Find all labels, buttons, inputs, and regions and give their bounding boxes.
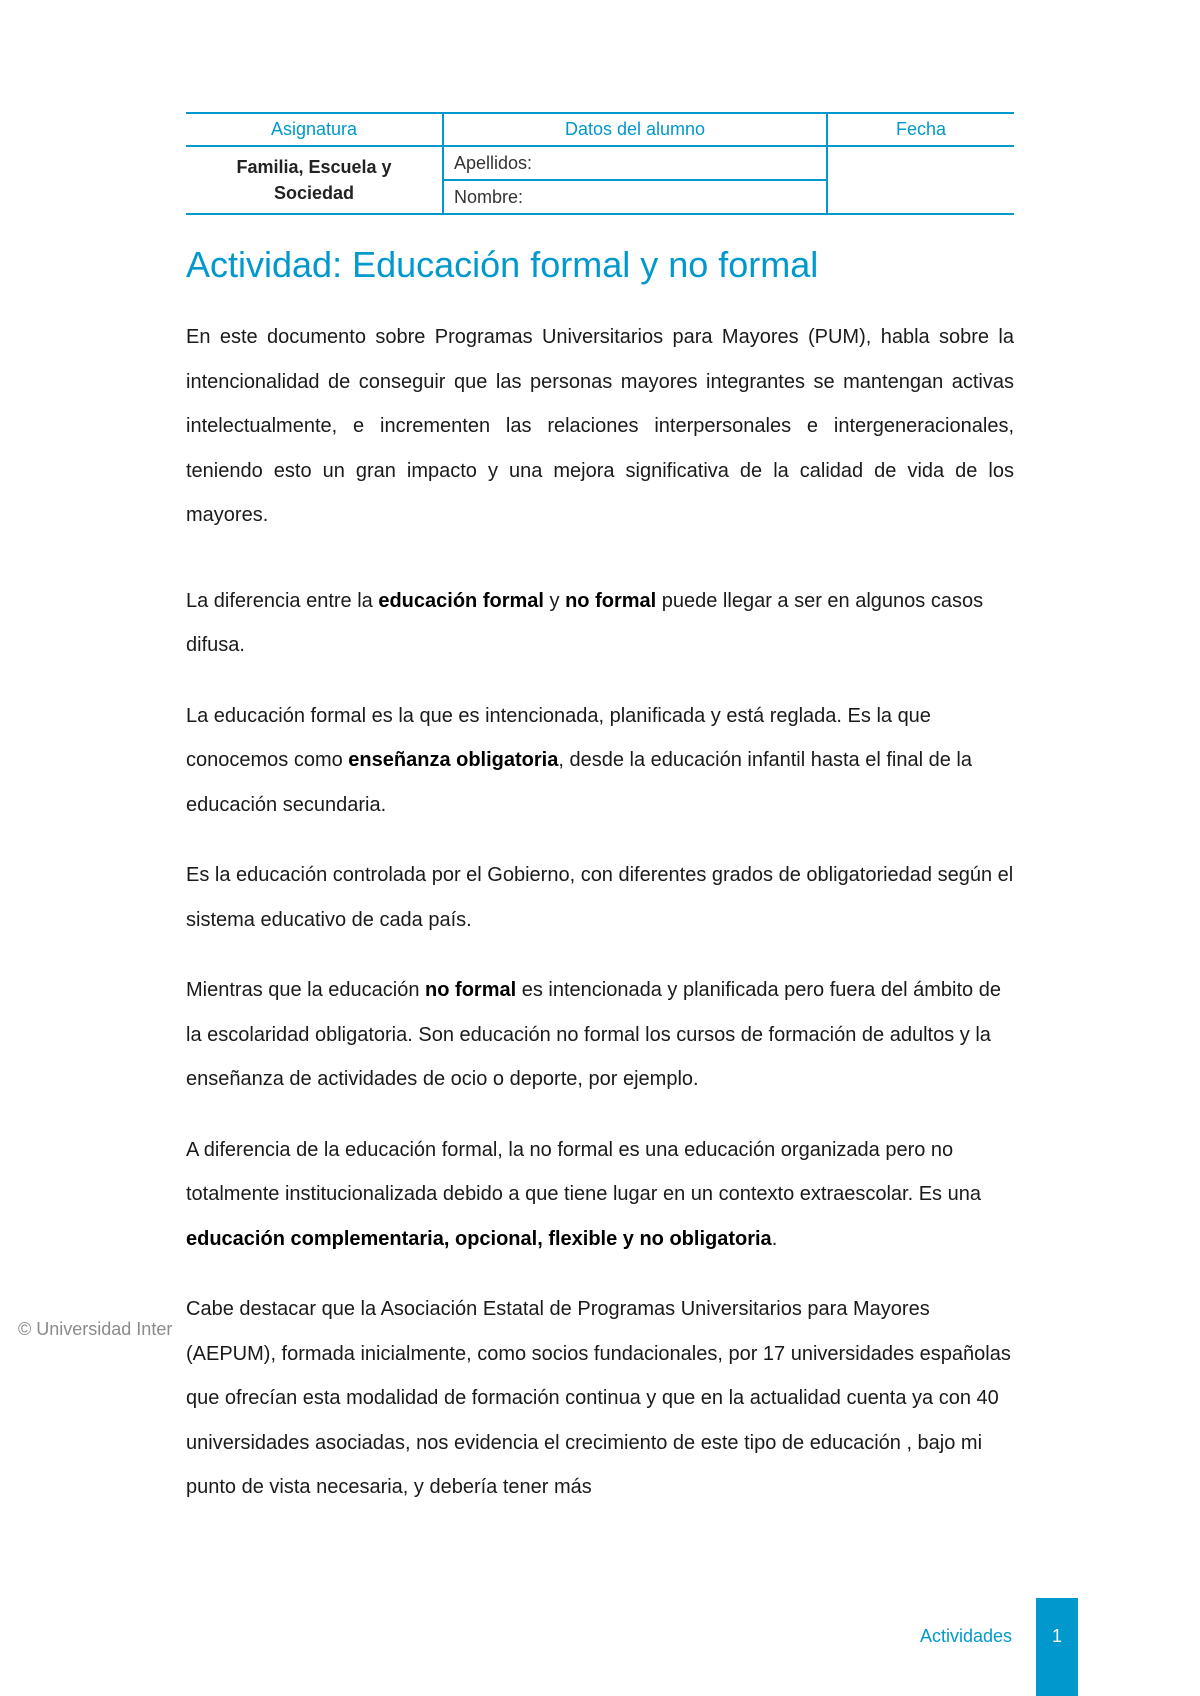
paragraph-2 (186, 579, 1014, 668)
p6-bold: educación complementaria, opcional, flexible y no obligatoria (186, 1227, 772, 1250)
p5-text-a: Mientras que la educación (186, 979, 426, 1001)
p2-text-e: puede llegar a ser en algunos casos difusa. (186, 589, 984, 656)
paragraph-4: Es la educación controlada por el Gobierno, con diferentes grados de obligatoriedad según el sistema educativo de cada país. (186, 864, 1014, 931)
copyright-watermark: © Universidad Inter (18, 1319, 173, 1339)
col-date-header: Fecha (827, 113, 1014, 146)
date-field[interactable] (827, 146, 1014, 214)
p5-text-c: es intencionada y planificada pero fuera del ámbito de la escolaridad obligatoria. Son educación no formal los cursos de formación de adultos y la enseñanza de actividades de ocio o deporte, por ejemplo. (186, 979, 1001, 1090)
p6-text-c: . (771, 1227, 778, 1250)
p6-text-a: A diferencia de la educación formal, la no formal es una educación organizada pero no totalmente institucionalizada debido a que tiene lugar en un contexto extraescolar. Es una (186, 1138, 981, 1205)
col-student-header: Datos del alumno (443, 113, 827, 146)
p2-bold-formal: educación formal (378, 589, 544, 612)
header-row (186, 113, 1014, 146)
paragraph-1: En este documento sobre Programas Universitarios para Mayores (PUM), habla sobre la intencionalidad de conseguir que las personas mayores integrantes se mantengan activas intelectualmente, e incrementen las relaciones interpersonales e intergeneracionales, teniendo esto un gran impacto y una mejora significativa de la calidad de vida de los mayores. (186, 326, 1014, 526)
paragraph-6 (186, 1128, 1014, 1262)
name-field[interactable]: Nombre: (443, 180, 827, 214)
subject-line2: Sociedad (273, 183, 355, 203)
paragraph-3 (186, 694, 1014, 828)
p2-text-a: La diferencia entre la (186, 589, 379, 612)
paragraph-5 (186, 968, 1014, 1102)
subject-cell (186, 146, 443, 214)
p3-bold: enseñanza obligatoria (348, 749, 559, 771)
subject-line1: Familia, Escuela y (236, 157, 392, 177)
p3-text-a: La educación formal es la que es intencionada, planificada y está reglada. Es la que conocemos como (186, 704, 931, 771)
col-subject-header: Asignatura (186, 113, 443, 146)
surname-field[interactable]: Apellidos: (443, 146, 827, 180)
p5-bold: no formal (425, 979, 517, 1001)
footer-label: Actividades (920, 1626, 1013, 1646)
page-number-badge (1036, 1598, 1078, 1696)
paragraph-7: Cabe destacar que la Asociación Estatal de Programas Universitarios para Mayores (AEPUM), formada inicialmente, como socios fundacionales, por 17 universidades españolas que ofrecían esta modalidad de formación continua y que en la actualidad cuenta ya con 40 universidades asociadas, nos evidencia el crecimiento de este tipo de educación , bajo mi punto de vista necesaria, y debería tener más (186, 1298, 1011, 1498)
page-title: Actividad: Educación formal y no formal (186, 244, 819, 285)
p2-text-c: y (543, 589, 566, 612)
header-table (186, 112, 1014, 215)
p2-bold-no-formal: no formal (565, 589, 657, 612)
data-row-surname (186, 146, 1014, 180)
p3-text-c: , desde la educación infantil hasta el final de la educación secundaria. (186, 749, 972, 816)
document-body (186, 315, 1014, 1510)
page-number: 1 (1051, 1626, 1062, 1646)
